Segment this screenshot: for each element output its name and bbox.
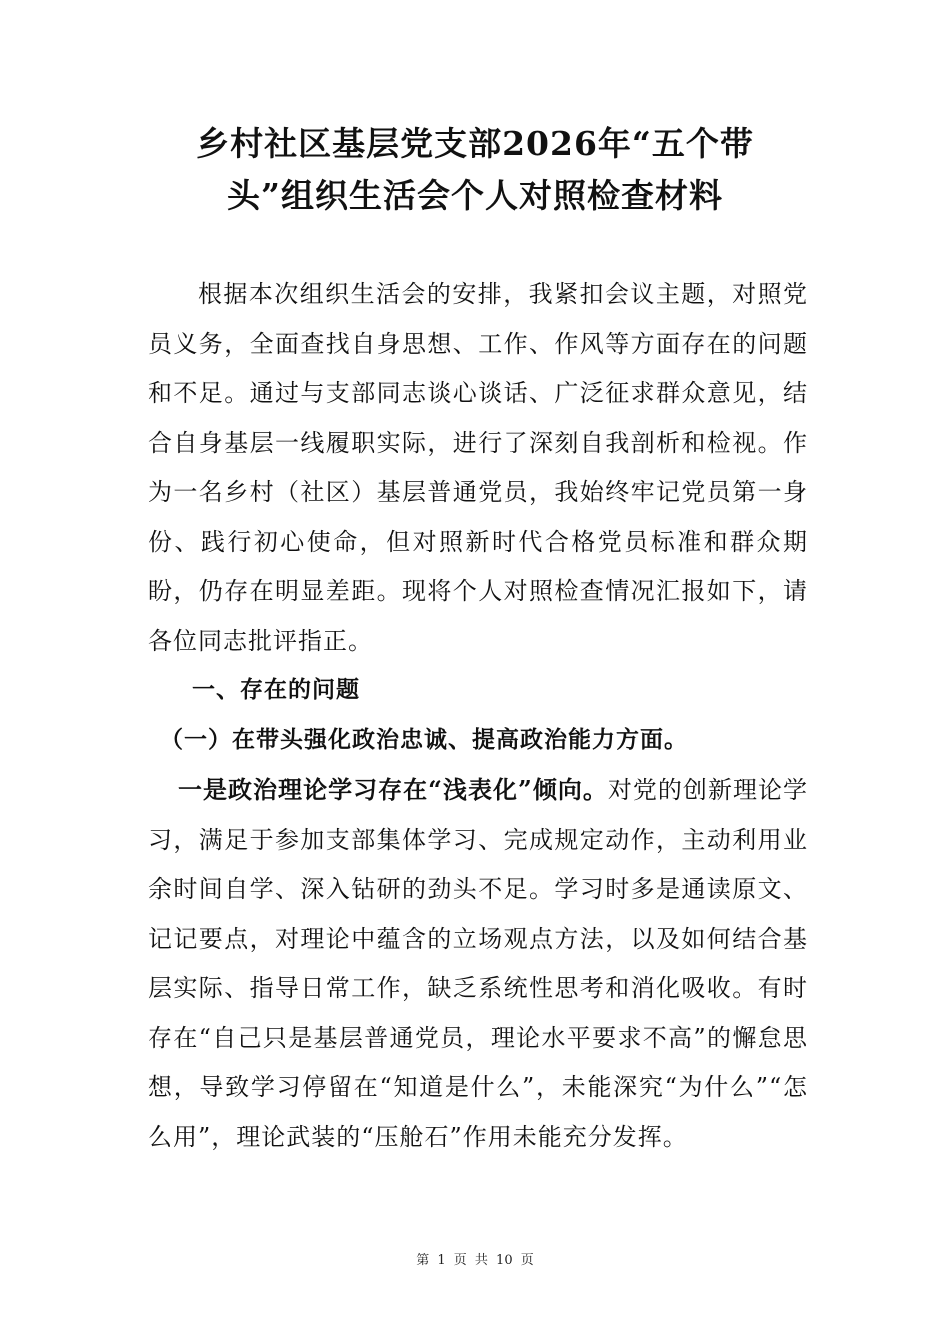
- point-lead-text: 一是政治理论学习存在“浅表化”倾向。: [178, 775, 608, 804]
- point-body-text: 对党的创新理论学习，满足于参加支部集体学习、完成规定动作，主动利用业余时间自学、深入钻研的劲头不足。学习时多是通读原文、记记要点，对理论中蕴含的立场观点方法，以及如何结合基层实际、指导日常工作，缺乏系统性思考和消化吸收。有时存在“自己只是基层普通党员，理论水平要求不高”的懈怠思想，导致学习停留在“知道是什么”，未能深究“为什么”“怎么用”，理论武装的“压舱石”作用未能充分发挥。: [148, 776, 808, 1151]
- subsection-heading-political: （一）在带头强化政治忠诚、提高政治能力方面。: [160, 726, 688, 753]
- title-line-2: 头”组织生活会个人对照检查材料: [227, 176, 723, 215]
- document-title: [120, 118, 830, 222]
- point-paragraph-1: [148, 765, 808, 1162]
- title-line-1: 乡村社区基层党支部2026年“五个带: [196, 124, 754, 163]
- section-heading-problems: 一、存在的问题: [192, 677, 360, 703]
- page-number-footer: 第 1 页 共 10 页: [416, 1253, 534, 1268]
- document-body: [148, 270, 808, 1162]
- intro-paragraph: 根据本次组织生活会的安排，我紧扣会议主题，对照党员义务，全面查找自身思想、工作、作风等方面存在的问题和不足。通过与支部同志谈心谈话、广泛征求群众意见，结合自身基层一线履职实际，进行了深刻自我剖析和检视。作为一名乡村（社区）基层普通党员，我始终牢记党员第一身份、践行初心使命，但对照新时代合格党员标准和群众期盼，仍存在明显差距。现将个人对照检查情况汇报如下，请各位同志批评指正。: [148, 280, 808, 655]
